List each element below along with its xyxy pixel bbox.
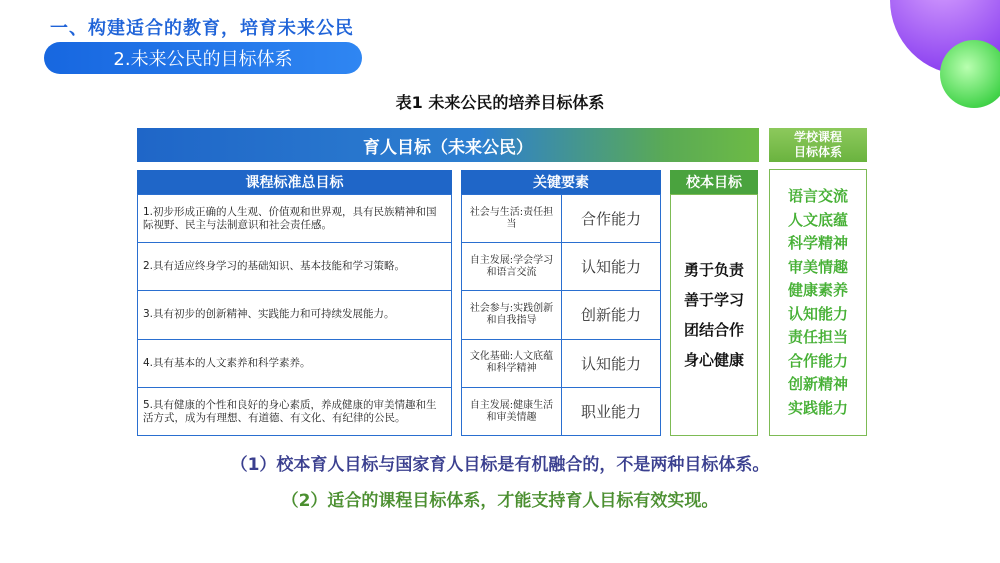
curriculum-list-item: 责任担当 bbox=[787, 328, 848, 346]
curriculum-list-item: 健康素养 bbox=[787, 281, 848, 299]
key-ability: 合作能力 bbox=[580, 210, 641, 229]
conclusion-note-1: （1）校本育人目标与国家育人目标是有机融合的，不是两种目标体系。 bbox=[230, 455, 770, 475]
section-title: 一、构建适合的教育，培育未来公民 bbox=[50, 18, 354, 39]
school-curriculum-header-line1: 学校课程 bbox=[793, 130, 842, 144]
goal-row: 1.初步形成正确的人生观、价值观和世界观，具有民族精神和国际视野、民主与法制意识和社会责任感。 bbox=[138, 195, 451, 243]
curriculum-list-item: 科学精神 bbox=[787, 234, 848, 252]
key-element-text: 文化基础:人文底蕴和科学精神 bbox=[462, 340, 562, 387]
key-element-row bbox=[462, 291, 660, 339]
key-element-text: 社会与生活:责任担当 bbox=[462, 195, 562, 242]
key-element-text: 自主发展:学会学习和语言交流 bbox=[462, 243, 562, 290]
column-header-school-goals: 校本目标 bbox=[670, 170, 758, 194]
goal-row: 2.具有适应终身学习的基础知识、基本技能和学习策略。 bbox=[138, 243, 451, 291]
key-element-text: 自主发展:健康生活和审美情趣 bbox=[462, 388, 562, 436]
subtitle-text: 2.未来公民的目标体系 bbox=[113, 49, 293, 70]
conclusion-note-2: （2）适合的课程目标体系，才能支持育人目标有效实现。 bbox=[281, 491, 719, 511]
key-element-row bbox=[462, 340, 660, 388]
curriculum-list-item: 创新精神 bbox=[787, 375, 848, 393]
key-element-row bbox=[462, 195, 660, 243]
school-goal-item: 勇于负责 bbox=[683, 261, 744, 279]
curriculum-list-item: 审美情趣 bbox=[787, 257, 848, 276]
goal-row: 4.具有基本的人文素养和科学素养。 bbox=[138, 340, 451, 388]
curriculum-list-item: 人文底蕴 bbox=[787, 210, 848, 229]
subtitle-pill bbox=[44, 42, 362, 74]
curriculum-target-list bbox=[769, 169, 867, 436]
school-goal-item: 团结合作 bbox=[683, 321, 744, 339]
key-element-text: 社会参与:实践创新和自我指导 bbox=[462, 291, 562, 338]
key-ability: 创新能力 bbox=[580, 306, 641, 325]
column-header-key-elements: 关键要素 bbox=[461, 170, 661, 194]
curriculum-list-item: 语言交流 bbox=[787, 187, 848, 205]
key-element-row bbox=[462, 388, 660, 436]
key-ability: 认知能力 bbox=[580, 354, 641, 373]
school-goal-item: 身心健康 bbox=[683, 351, 744, 369]
school-goal-item: 善于学习 bbox=[683, 291, 744, 309]
curriculum-goals-list bbox=[137, 194, 452, 436]
key-elements-table bbox=[461, 194, 661, 436]
column-header-curriculum-goals: 课程标准总目标 bbox=[137, 170, 452, 194]
education-goal-banner: 育人目标（未来公民） bbox=[137, 128, 759, 162]
school-curriculum-header bbox=[769, 128, 867, 162]
table-caption: 表1 未来公民的培养目标体系 bbox=[395, 93, 605, 112]
key-ability: 职业能力 bbox=[580, 403, 641, 422]
school-goals-box bbox=[670, 194, 758, 436]
curriculum-list-item: 实践能力 bbox=[787, 398, 848, 417]
school-curriculum-header-line2: 目标体系 bbox=[793, 145, 842, 159]
curriculum-list-item: 认知能力 bbox=[787, 304, 848, 323]
goal-row: 5.具有健康的个性和良好的身心素质，养成健康的审美情趣和生活方式，成为有理想、有道德、有文化、有纪律的公民。 bbox=[143, 398, 437, 424]
key-ability: 认知能力 bbox=[580, 258, 641, 277]
curriculum-list-item: 合作能力 bbox=[787, 351, 848, 370]
key-element-row bbox=[462, 243, 660, 291]
goal-row: 3.具有初步的创新精神、实践能力和可持续发展能力。 bbox=[138, 291, 451, 339]
